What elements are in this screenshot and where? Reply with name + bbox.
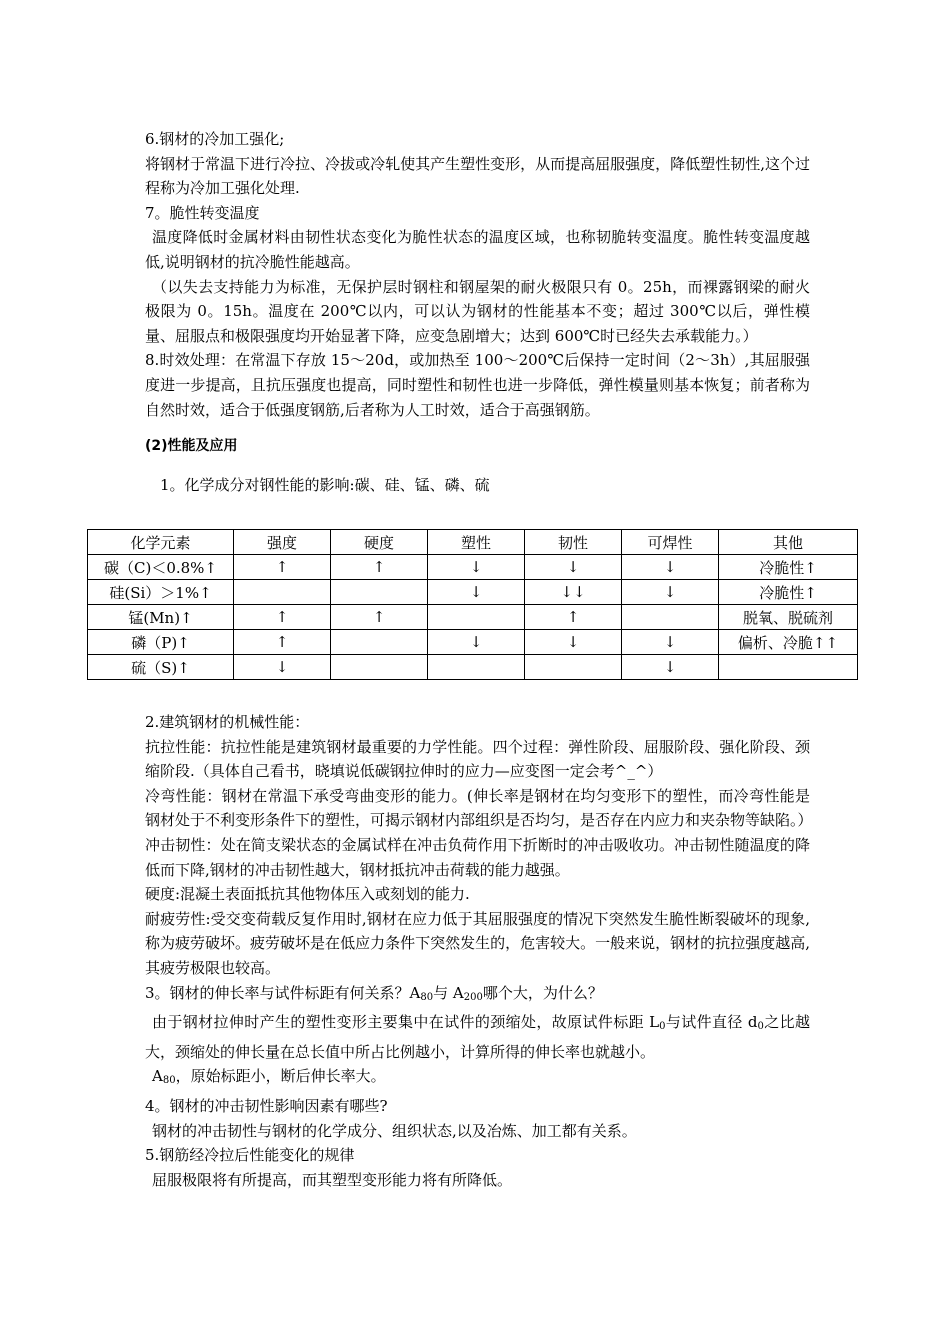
table-cell (331, 580, 428, 605)
header-cell: 硬度 (331, 530, 428, 555)
table-header-row (88, 530, 858, 555)
table-cell (234, 580, 331, 605)
answer-5: 屈服极限将有所提高，而其塑型变形能力将有所降低。 (152, 1170, 513, 1189)
paragraph-aging-treatment: 8.时效处理：在常温下存放 15～20d，或加热至 100～200℃后保持一定时间（2～3h）,其屈服强度进一步提高，且抗压强度也提高，同时塑性和韧性也进一步降低，弹性模量则基本恢复；前者称为自然时效，适合于低强度钢筋,后者称为人工时效，适合于高强钢筋。 (145, 351, 810, 419)
table-cell: 硅(Si）＞1%↑ (88, 580, 234, 605)
table-cell: ↑ (234, 605, 331, 630)
table-cell (525, 655, 622, 680)
paragraph-impact-toughness: 冲击韧性：处在简支梁状态的金属试样在冲击负荷作用下折断时的冲击吸收功。冲击韧性随温度的降低而下降,钢材的冲击韧性越大，钢材抵抗冲击荷载的能力越强。 (145, 835, 810, 879)
table-cell: ↓ (525, 630, 622, 655)
table-caption: 1。化学成分对钢性能的影响:碳、硅、锰、磷、硫 (160, 475, 490, 494)
table-cell: 偏析、冷脆↑↑ (719, 630, 858, 655)
table-cell (622, 605, 719, 630)
table-cell: ↓ (622, 630, 719, 655)
answer-4: 钢材的冲击韧性与钢材的化学成分、组织状态,以及冶炼、加工都有关系。 (152, 1121, 637, 1140)
table-row (88, 655, 858, 680)
question-3: 3。钢材的伸长率与试件标距有何关系？$A_{80}$与 $A_{200}$哪个大，为什么？ (145, 983, 603, 1003)
table-cell: 碳（C)＜0.8%↑ (88, 555, 234, 580)
table-cell: ↑ (525, 605, 622, 630)
table-cell: ↓ (428, 580, 525, 605)
table-row (88, 605, 858, 630)
table-cell (331, 630, 428, 655)
chemical-elements-table (87, 529, 858, 680)
header-cell: 塑性 (428, 530, 525, 555)
table-cell: ↑ (331, 605, 428, 630)
table-cell: 冷脆性↑ (719, 555, 858, 580)
paragraph-fire-resistance: （以失去支持能力为标准，无保护层时钢柱和钢屋架的耐火极限只有 0。25h，而裸露钢梁的耐火极限为 0。15h。温度在 200℃以内，可以认为钢材的性能基本不变；超过 300℃以后，弹性模量、屈服点和极限强度均开始显著下降，应变急剧增大；达到 600℃时已经失去承载能力。） (145, 277, 810, 345)
table-cell: 冷脆性↑ (719, 580, 858, 605)
answer-3: 由于钢材拉伸时产生的塑性变形主要集中在试件的颈缩处，故原试件标距 $L_0$与试件直径 $d_0$之比越大，颈缩处的伸长量在总长值中所占比例越小，计算所得的伸长率也就越小。 (145, 1013, 810, 1061)
heading-mechanical-properties: 2.建筑钢材的机械性能： (145, 713, 310, 731)
table-cell: ↓ (428, 555, 525, 580)
table-cell: ↓ (622, 655, 719, 680)
table-cell: 锰(Mn)↑ (88, 605, 234, 630)
table-row (88, 580, 858, 605)
paragraph-hardness: 硬度:混凝土表面抵抗其他物体压入或刻划的能力. (145, 885, 470, 904)
table-cell: ↓ (525, 555, 622, 580)
heading-brittle-transition: 7。脆性转变温度 (145, 203, 260, 222)
header-cell: 强度 (234, 530, 331, 555)
table-cell: ↓ (234, 655, 331, 680)
paragraph-fatigue: 耐疲劳性:受交变荷载反复作用时,钢材在应力低于其屈服强度的情况下突然发生脆性断裂破坏的现象,称为疲劳破坏。疲劳破坏是在低应力条件下突然发生的，危害较大。一般来说，钢材的抗拉强度越高,其疲劳极限也较高。 (145, 909, 810, 977)
heading-cold-work: 6.钢材的冷加工强化; (145, 130, 285, 148)
table-cell: 磷（P)↑ (88, 630, 234, 655)
table-cell (428, 655, 525, 680)
table-cell: ↑ (234, 630, 331, 655)
table-cell: 硫（S)↑ (88, 655, 234, 680)
table-cell (428, 605, 525, 630)
header-cell: 其他 (719, 530, 858, 555)
paragraph-cold-work: 将钢材于常温下进行冷拉、冷拔或冷轧使其产生塑性变形，从而提高屈服强度，降低塑性韧性,这个过程称为冷加工强化处理. (145, 154, 810, 198)
table-cell: ↓↓ (525, 580, 622, 605)
table-cell: 脱氧、脱硫剂 (719, 605, 858, 630)
table-row (88, 630, 858, 655)
answer-3-conclusion: $A_{80}$，原始标距小，断后伸长率大。 (152, 1067, 386, 1087)
table-cell: ↑ (234, 555, 331, 580)
table-cell: ↑ (331, 555, 428, 580)
table-cell (331, 655, 428, 680)
header-cell: 化学元素 (88, 530, 234, 555)
question-5: 5.钢筋经冷拉后性能变化的规律 (145, 1146, 355, 1165)
paragraph-tensile: 抗拉性能：抗拉性能是建筑钢材最重要的力学性能。四个过程：弹性阶段、屈服阶段、强化阶段、颈缩阶段.（具体自己看书，晓填说低碳钢拉伸时的应力—应变图一定会考^_^） (145, 737, 810, 781)
paragraph-cold-bend: 冷弯性能：钢材在常温下承受弯曲变形的能力。(伸长率是钢材在均匀变形下的塑性，而冷弯性能是钢材处于不利变形条件下的塑性，可揭示钢材内部组织是否均匀，是否存在内应力和夹杂物等缺陷。） (145, 786, 813, 830)
table-cell: ↓ (622, 555, 719, 580)
paragraph-brittle-transition: 温度降低时金属材料由韧性状态变化为脆性状态的温度区域，也称韧脆转变温度。脆性转变温度越低,说明钢材的抗冷脆性能越高。 (145, 228, 810, 271)
table-cell: ↓ (428, 630, 525, 655)
lower-text-block (145, 710, 813, 1192)
table-cell (719, 655, 858, 680)
table-cell: ↓ (622, 580, 719, 605)
upper-text-block (145, 127, 810, 497)
section-heading: (2)性能及应用 (145, 438, 238, 455)
header-cell: 韧性 (525, 530, 622, 555)
question-4: 4。钢材的冲击韧性影响因素有哪些? (145, 1096, 388, 1115)
header-cell: 可焊性 (622, 530, 719, 555)
table-row (88, 555, 858, 580)
